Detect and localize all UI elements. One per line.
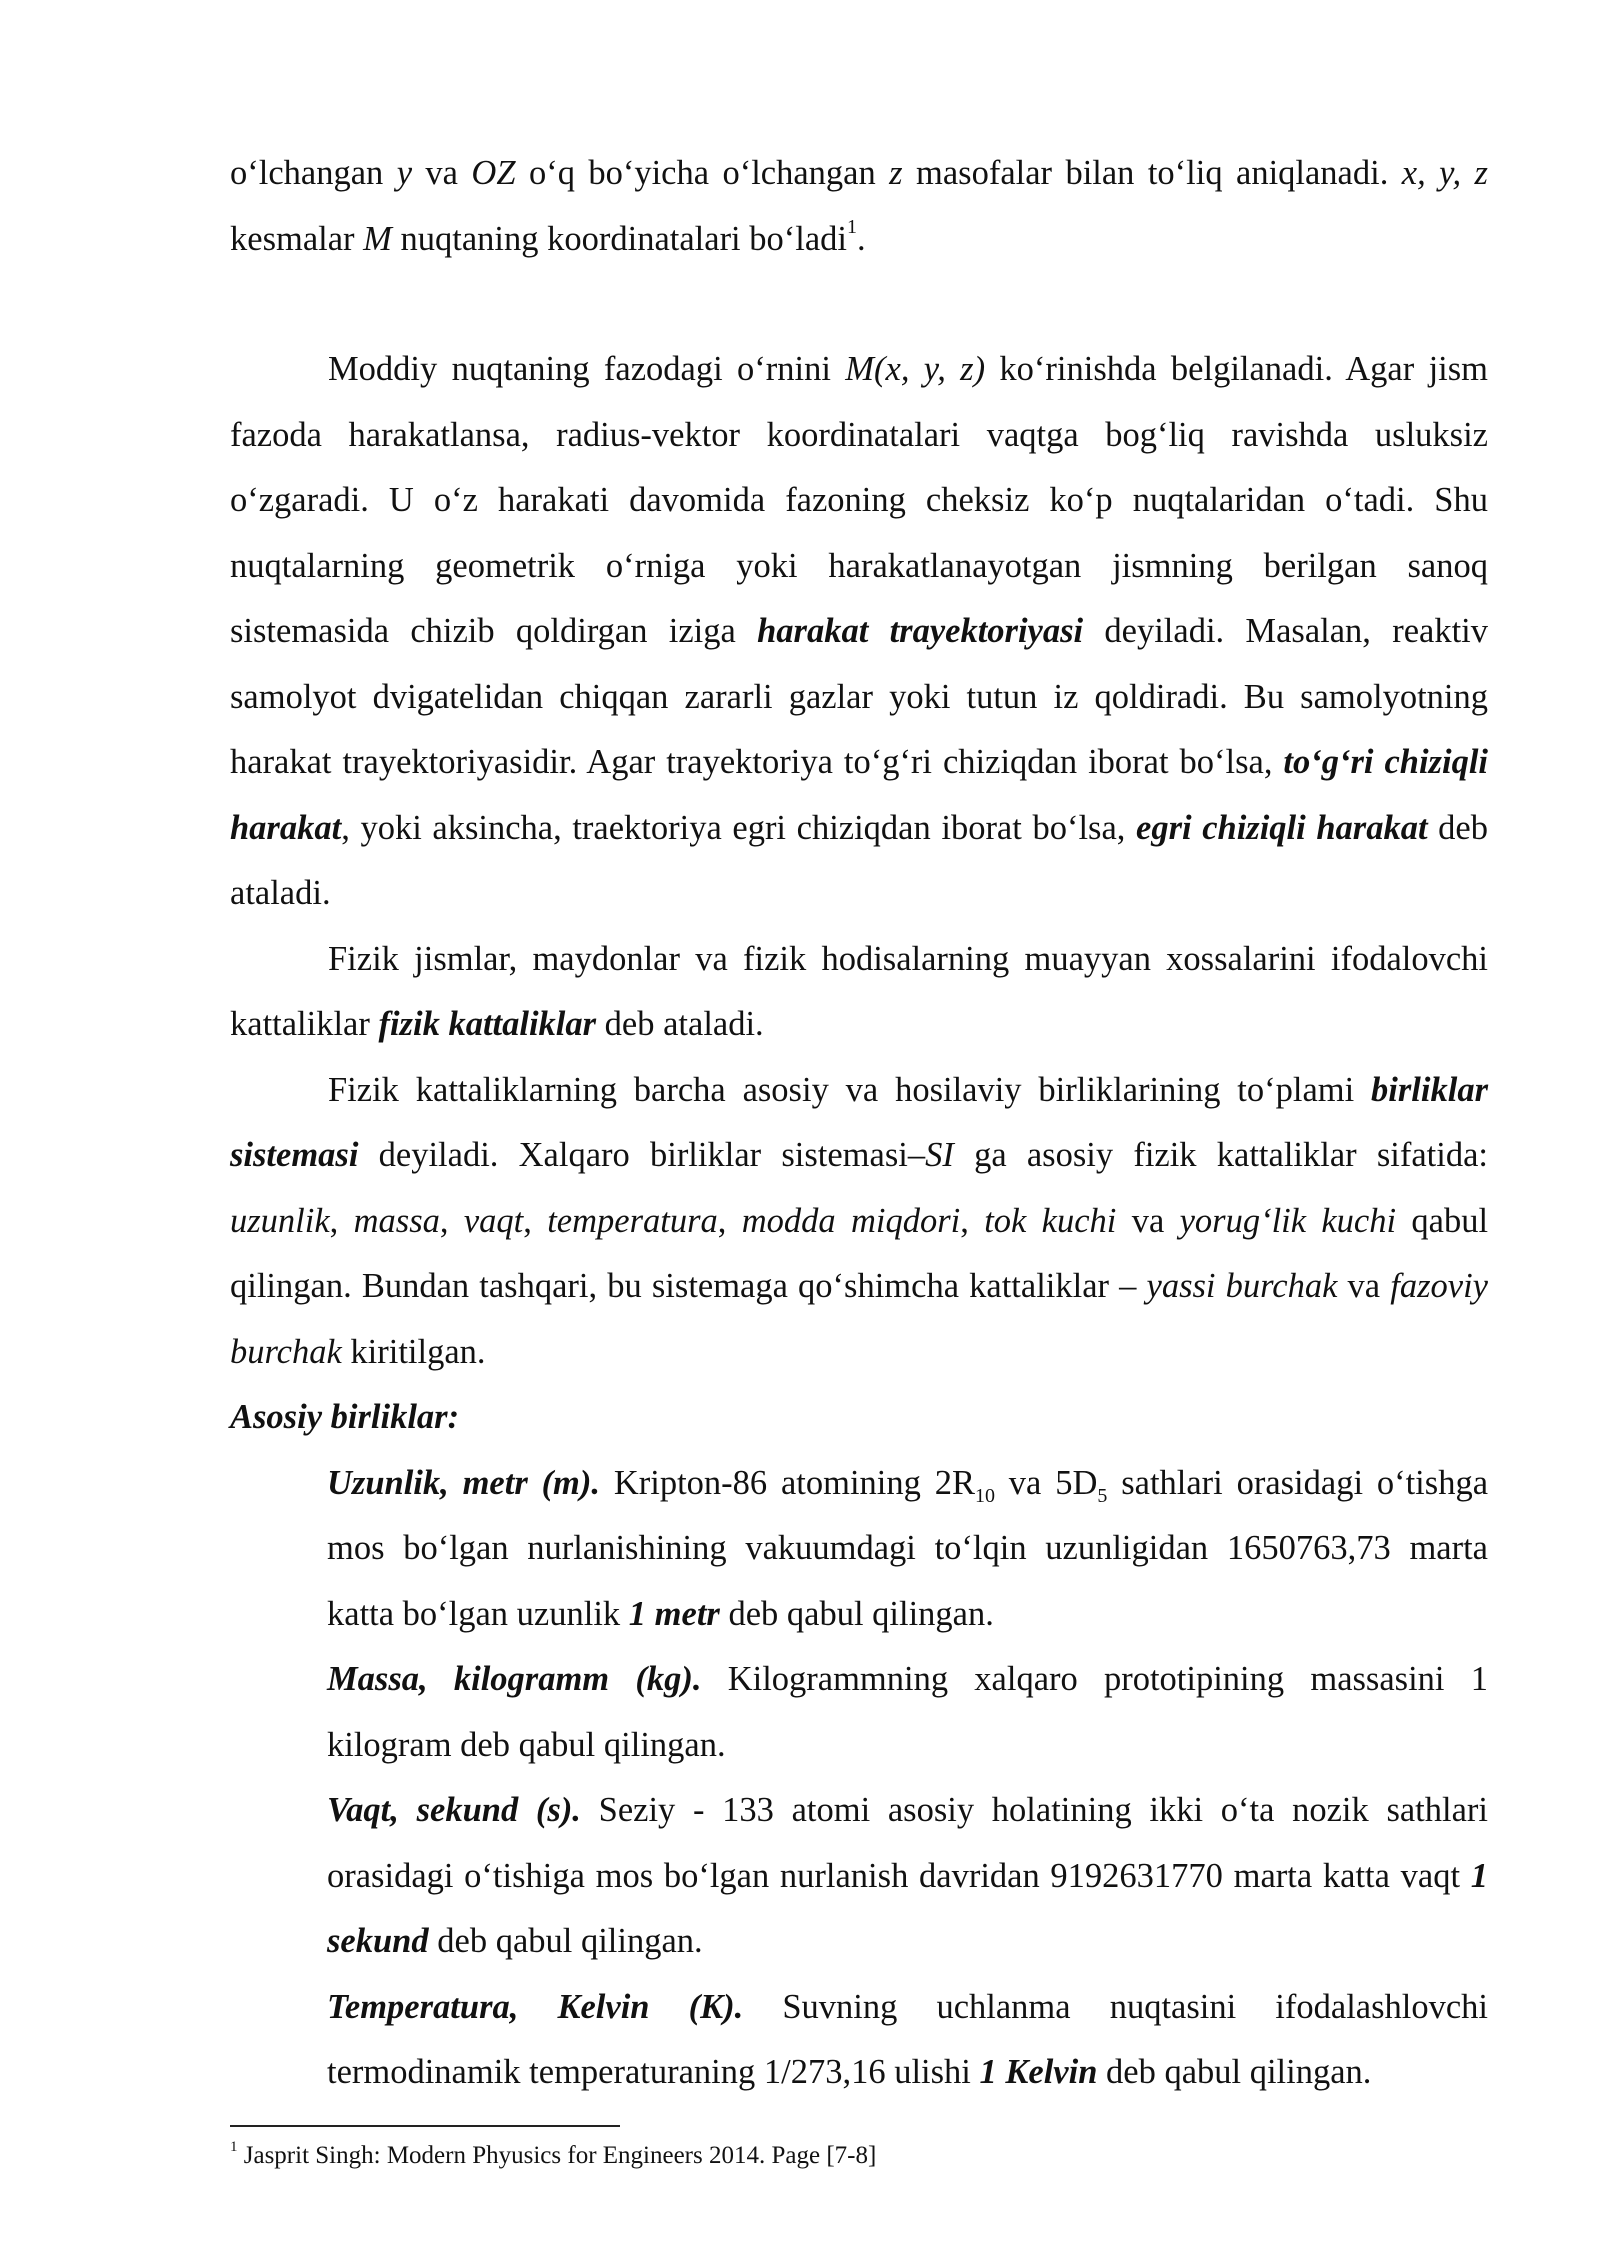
text-run: sathlari orasidagi o‘tishga mos bo‘lgan nurlanishining vakuumdagi to‘lqin uzunligidan 1650763,73 marta katta bo‘lgan uzunlik (327, 1463, 1489, 1633)
footnote (230, 2138, 1488, 2174)
text-run: o‘q bo‘yicha o‘lchangan (515, 154, 890, 192)
quantity-amount: modda miqdori (741, 1201, 961, 1240)
text-run: , (523, 1201, 548, 1240)
text-run: Kilogrammning xalqaro prototipining massasini 1 kilogram deb qabul qilingan. (327, 1660, 1488, 1764)
unit-time-definition: 1 sekund (327, 1856, 1488, 1960)
unit-temperature-definition: 1 Kelvin (979, 2053, 1098, 2091)
text-run: , yoki aksincha, traektoriya egri chiziqdan iborat bo‘lsa, (341, 808, 1137, 847)
unit-mass-item (327, 1647, 1488, 1778)
text-run: ga asosiy fizik kattaliklar sifatida: (953, 1136, 1488, 1174)
intro-paragraph (230, 141, 1488, 272)
var-y: y (396, 154, 413, 192)
term-physical-quantities: fizik kattaliklar (378, 1005, 597, 1043)
term-si: SI (925, 1136, 954, 1174)
text-run: kiritilgan. (341, 1332, 486, 1371)
footnote-mark: 1 (230, 2138, 238, 2155)
unit-length-item (327, 1451, 1488, 1648)
quantity-plane-angle: yassi burchak (1146, 1267, 1338, 1305)
unit-time-item (327, 1778, 1488, 1975)
paragraph-gap (230, 272, 1488, 337)
trajectory-paragraph (230, 337, 1488, 927)
unit-temperature-item (327, 1975, 1488, 2106)
term-trajectory: harakat trayektoriyasi (757, 612, 1084, 650)
quantity-length: uzunlik (230, 1201, 330, 1240)
vars-xyz: x, y, z (1401, 154, 1488, 192)
text-run: va (1337, 1267, 1391, 1305)
text-run: o‘lchangan (230, 154, 397, 192)
text-run: nuqtaning koordinatalari bo‘ladi (391, 219, 847, 258)
text-run: deb ataladi. (230, 808, 1488, 912)
text-run: . (857, 219, 866, 258)
physical-quantities-paragraph (230, 927, 1488, 1058)
body-text (230, 141, 1488, 2106)
text-run: va 5D (994, 1463, 1098, 1502)
text-run: va (412, 154, 472, 192)
text-run: Moddiy nuqtaning fazodagi o‘rnini (328, 350, 846, 388)
axis-oz: OZ (471, 154, 516, 192)
quantity-solid-angle: fazoviy burchak (230, 1267, 1488, 1371)
quantity-temperature: temperatura (547, 1201, 718, 1240)
text-run: qabul qilingan. Bundan tashqari, bu sistemaga qo‘shimcha kattaliklar – (230, 1201, 1489, 1305)
var-z: z (889, 154, 903, 192)
text-run: va (1116, 1201, 1180, 1240)
unit-temperature-heading: Temperatura, Kelvin (K). (327, 1987, 744, 2026)
term-unit-system: birliklar sistemasi (230, 1070, 1488, 1174)
footnote-text: Jasprit Singh: Modern Phyusics for Engineers 2014. Page [7-8] (237, 2142, 877, 2169)
text-run: Fizik kattaliklarning barcha asosiy va hosilaviy birliklarining to‘plami (328, 1070, 1372, 1109)
quantity-current: tok kuchi (984, 1201, 1117, 1240)
unit-system-paragraph (230, 1058, 1488, 1386)
section-heading: Asosiy birliklar: (230, 1398, 460, 1436)
text-run: , (329, 1201, 354, 1240)
text-run: Suvning uchlanma nuqtasini ifodalashlovchi termodinamik temperaturaning 1/273,16 ulishi (327, 1987, 1488, 2091)
text-run: deb qabul qilingan. (428, 1922, 703, 1960)
quantity-mass: massa (353, 1201, 440, 1240)
unit-time-heading: Vaqt, sekund (s). (327, 1791, 581, 1829)
unit-mass-heading: Massa, kilogramm (kg). (327, 1660, 702, 1698)
text-run: , (439, 1201, 464, 1240)
text-run: deyiladi. Masalan, reaktiv samolyot dvigatelidan chiqqan zararli gazlar yoki tutun iz qoldiradi. Bu samolyotning harakat trayektoriyasidir. Agar trayektoriya to‘g‘ri chiziqdan iborat bo‘lsa, (230, 612, 1488, 781)
formula-mxyz: M(x, y, z) (845, 350, 986, 388)
var-m: M (363, 219, 392, 258)
term-curved-motion: egri chiziqli harakat (1136, 808, 1428, 847)
subscript: 10 (974, 1484, 995, 1507)
subscript: 5 (1097, 1484, 1108, 1507)
text-run: masofalar bilan to‘liq aniqlanadi. (902, 154, 1402, 192)
text-run: deyiladi. Xalqaro birliklar sistemasi– (358, 1136, 926, 1174)
term-straight-motion: to‘g‘ri chiziqli harakat (230, 743, 1488, 847)
text-run: Fizik jismlar, maydonlar va fizik hodisalarning muayyan xossalarini ifodalovchi kattaliklar (230, 939, 1488, 1043)
unit-length-definition: 1 metr (628, 1594, 720, 1633)
footnote-separator (230, 2125, 620, 2127)
text-run: deb qabul qilingan. (1097, 2053, 1372, 2091)
text-run: kesmalar (230, 219, 364, 258)
text-run: Kripton-86 atomining 2R (600, 1463, 975, 1502)
text-run: Seziy - 133 atomi asosiy holatining ikki o‘ta nozik sathlari orasidagi o‘tishiga mos bo‘lgan nurlanish davridan 9192631770 marta katta vaqt (327, 1791, 1488, 1895)
text-run: , (960, 1201, 985, 1240)
text-run: deb ataladi. (596, 1005, 764, 1043)
text-run: , (717, 1201, 742, 1240)
quantity-time: vaqt (463, 1201, 524, 1240)
text-run: deb qabul qilingan. (719, 1594, 994, 1633)
unit-length-heading: Uzunlik, metr (m). (327, 1463, 601, 1502)
footnote-reference[interactable]: 1 (847, 216, 857, 238)
text-run: ko‘rinishda belgilanadi. Agar jism fazoda harakatlansa, radius-vektor koordinatalari vaqtga bog‘liq ravishda usluksiz o‘zgaradi. U o‘z harakati davomida fazoning cheksiz ko‘p nuqtalaridan o‘tadi. Shu nuqtalarning geometrik o‘rniga yoki harakatlanayotgan jismning berilgan sanoq sistemasida chizib qoldirgan iziga (230, 350, 1488, 650)
quantity-luminous-intensity: yorug‘lik kuchi (1179, 1201, 1397, 1240)
